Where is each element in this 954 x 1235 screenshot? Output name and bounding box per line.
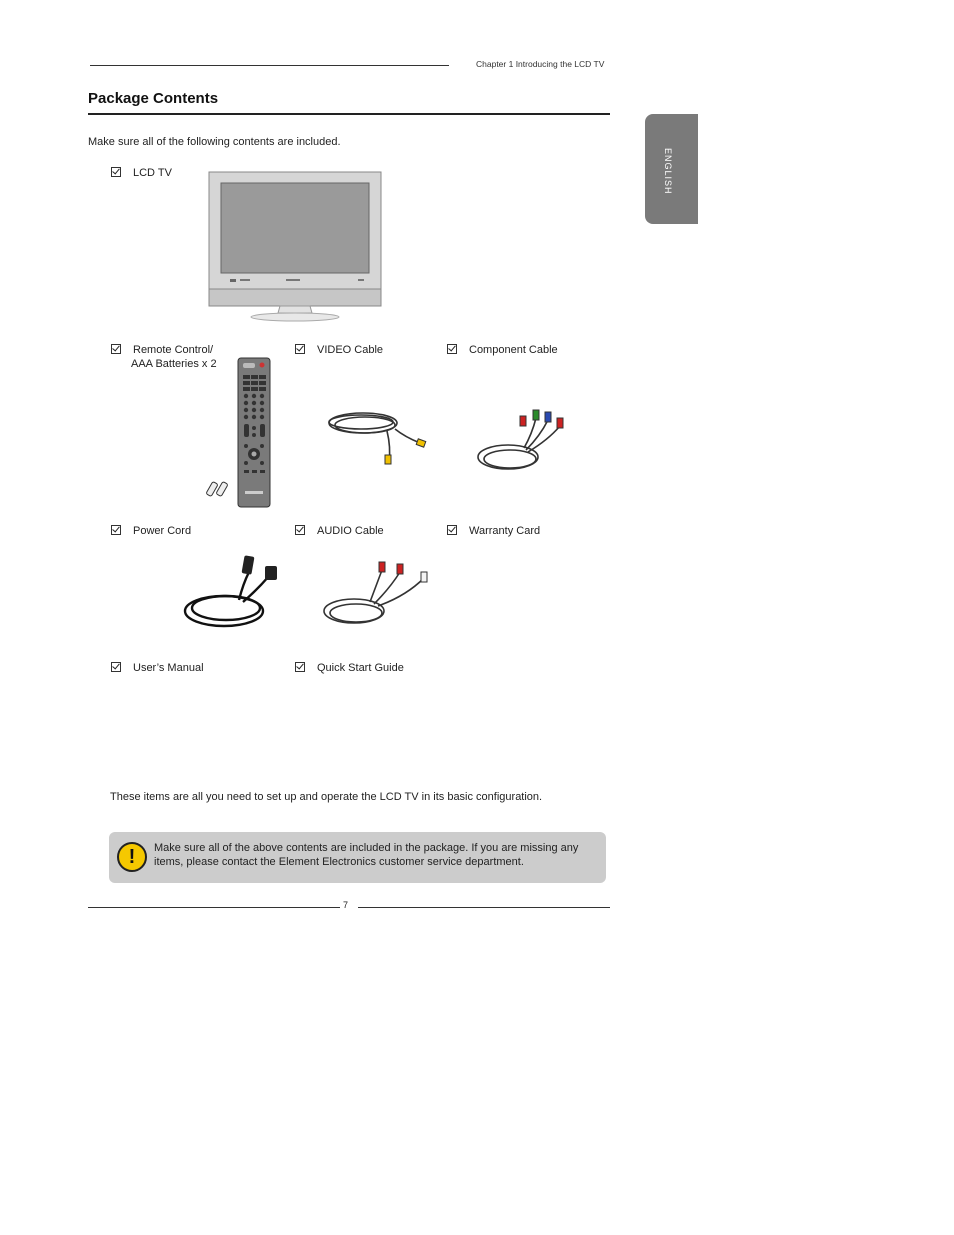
- checkbox-icon: [111, 167, 121, 177]
- item-power-cord: Power Cord: [111, 524, 191, 538]
- item-remote-control: Remote Control/ AAA Batteries x 2: [111, 343, 217, 371]
- header-rule: [90, 65, 449, 66]
- item-component-cable: Component Cable: [447, 343, 558, 357]
- item-warranty-card: Warranty Card: [447, 524, 540, 538]
- warning-note-text: Make sure all of the above contents are included in the package. If you are missing any items, please contact the Element Electronics customer service department.: [154, 842, 579, 868]
- checkbox-icon: [447, 525, 457, 535]
- checkbox-icon: [295, 662, 305, 672]
- language-tab: [645, 114, 698, 224]
- footer-rule-left: [88, 907, 340, 908]
- item-lcd-tv: LCD TV: [111, 166, 172, 180]
- item-quick-start-guide: Quick Start Guide: [295, 661, 404, 675]
- checkbox-icon: [447, 344, 457, 354]
- language-tab-label: ENGLISH: [663, 148, 673, 195]
- item-video-cable: VIDEO Cable: [295, 343, 383, 357]
- checkbox-icon: [111, 344, 121, 354]
- remote-control-illustration: [206, 356, 274, 510]
- audio-cable-illustration: [320, 556, 432, 628]
- video-cable-illustration: [325, 407, 427, 471]
- page-title: Package Contents: [88, 90, 219, 107]
- page-number: 7: [343, 900, 349, 910]
- component-cable-illustration: [474, 404, 574, 474]
- warning-exclamation-icon: !: [117, 842, 147, 872]
- title-underline: [88, 113, 610, 115]
- checkbox-icon: [295, 344, 305, 354]
- intro-text: Make sure all of the following contents are included.: [88, 136, 341, 148]
- item-users-manual: User’s Manual: [111, 661, 204, 675]
- summary-text: These items are all you need to set up and operate the LCD TV in its basic configuration.: [110, 791, 543, 803]
- item-audio-cable: AUDIO Cable: [295, 524, 384, 538]
- warning-note: [109, 832, 606, 883]
- checkbox-icon: [295, 525, 305, 535]
- checkbox-icon: [111, 662, 121, 672]
- chapter-header: Chapter 1 Introducing the LCD TV: [476, 59, 605, 69]
- footer-rule-right: [358, 907, 610, 908]
- checkbox-icon: [111, 525, 121, 535]
- power-cord-illustration: [181, 550, 281, 630]
- lcd-tv-illustration: [208, 171, 383, 323]
